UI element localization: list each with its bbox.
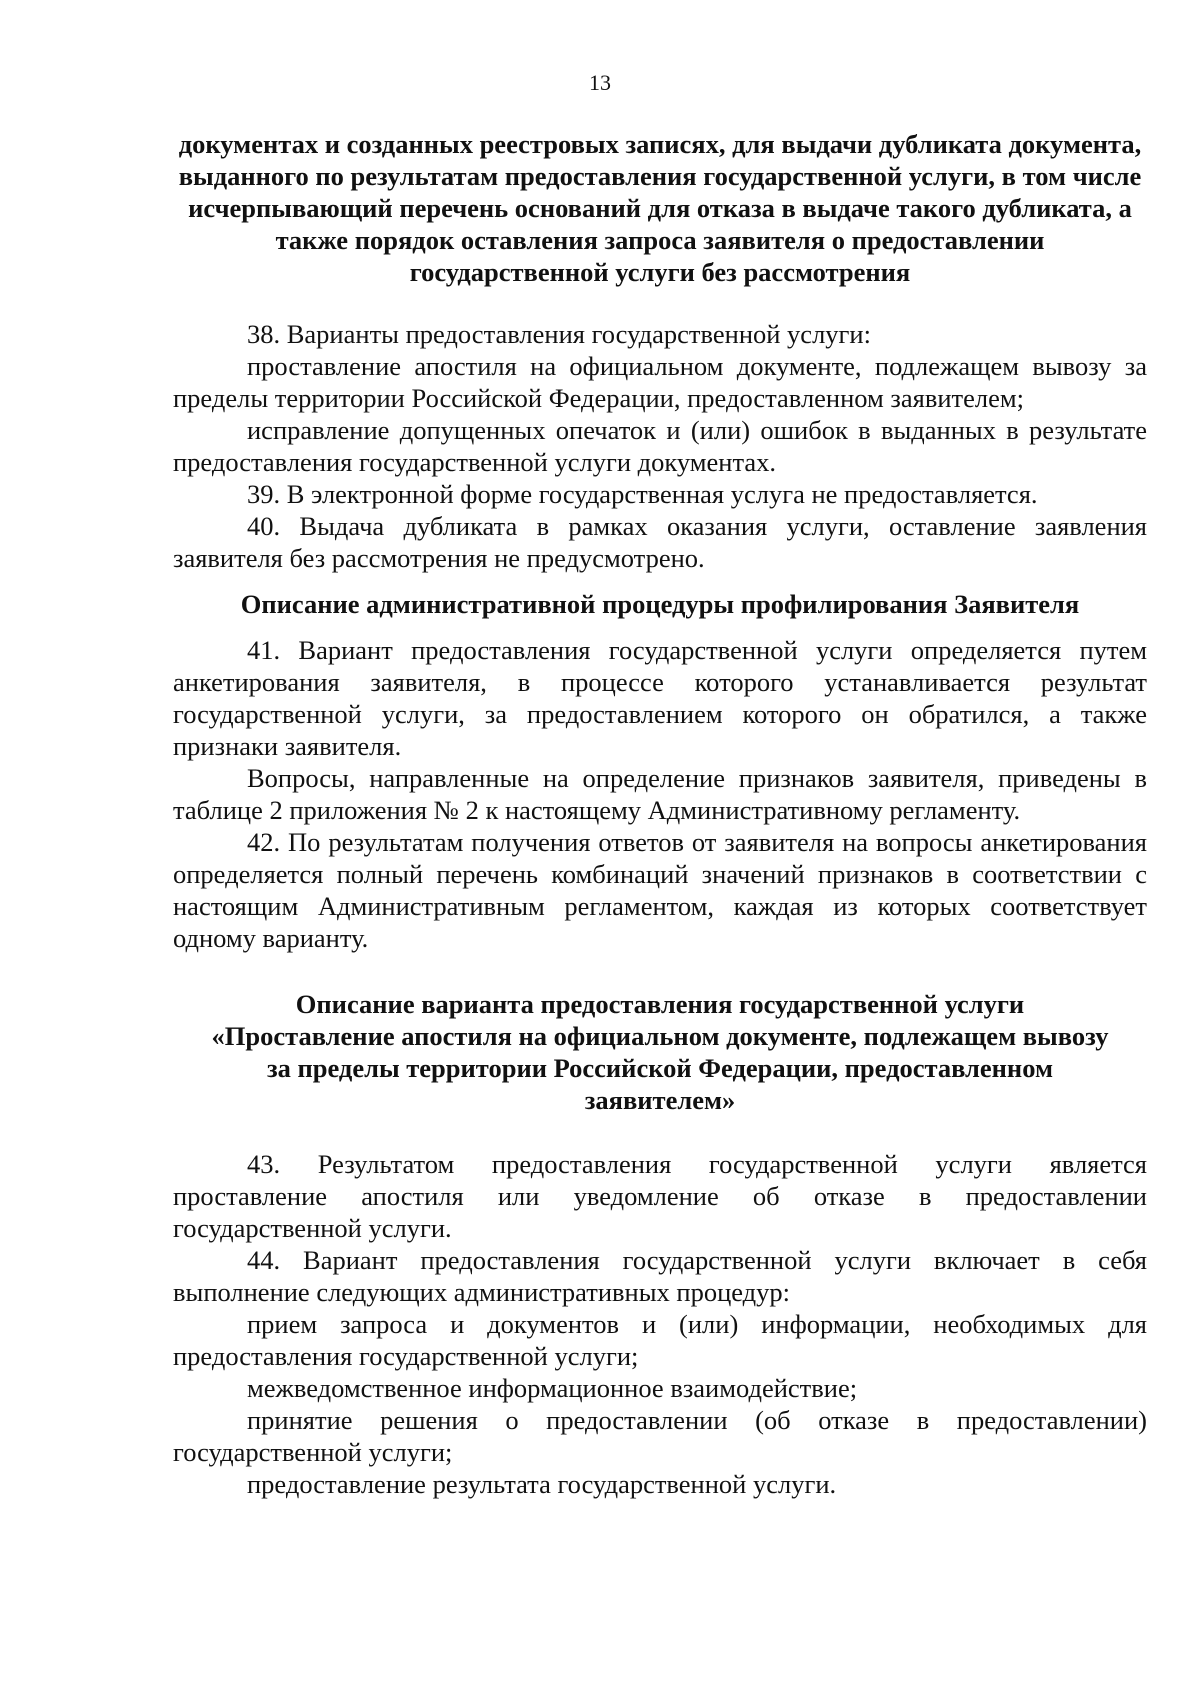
heading-line: «Проставление апостиля на официальном документе, подлежащем вывозу	[211, 1021, 1109, 1051]
paragraph: межведомственное информационное взаимодействие;	[247, 1373, 858, 1403]
paragraph: 38. Варианты предоставления государственной услуги:	[247, 319, 871, 349]
paragraph: 40. Выдача дубликата в рамках оказания услуги, оставление заявления заявителя без рассмотрения не предусмотрено.	[173, 511, 1147, 573]
heading-line: за пределы территории Российской Федерации, предоставленном	[266, 1053, 1054, 1083]
heading-line: Описание варианта предоставления государственной услуги	[295, 989, 1025, 1019]
document-body	[173, 128, 1147, 1500]
section-heading-top: документах и созданных реестровых записях, для выдачи дубликата документа, выданного по результатам предоставления государственной услуги, в том числе исчерпывающий перечень оснований для отказа в выдаче такого дубликата, а также порядок оставления запроса заявителя о предоставлении государственной услуги без рассмотрения	[178, 129, 1142, 287]
paragraph: исправление допущенных опечаток и (или) ошибок в выданных в результате предоставления государственной услуги документах.	[173, 415, 1147, 477]
paragraph: 44. Вариант предоставления государственной услуги включает в себя выполнение следующих административных процедур:	[173, 1245, 1147, 1307]
paragraph: предоставление результата государственной услуги.	[247, 1469, 837, 1499]
section-heading-variant	[173, 988, 1147, 1116]
paragraph: 42. По результатам получения ответов от заявителя на вопросы анкетирования определяется полный перечень комбинаций значений признаков в соответствии с настоящим Административным регламентом, каждая из которых соответствует одному варианту.	[173, 827, 1147, 953]
paragraph: 43. Результатом предоставления государственной услуги является проставление апостиля или уведомление об отказе в предоставлении государственной услуги.	[173, 1149, 1147, 1243]
paragraph: проставление апостиля на официальном документе, подлежащем вывозу за пределы территории Российской Федерации, предоставленном заявителем;	[173, 351, 1147, 413]
paragraph: 41. Вариант предоставления государственной услуги определяется путем анкетирования заявителя, в процессе которого устанавливается результат государственной услуги, за предоставлением которого он обратился, а также признаки заявителя.	[173, 635, 1147, 761]
paragraph: 39. В электронной форме государственная услуга не предоставляется.	[247, 479, 1038, 509]
paragraph: прием запроса и документов и (или) информации, необходимых для предоставления государственной услуги;	[173, 1309, 1147, 1371]
section-heading-profiling: Описание административной процедуры профилирования Заявителя	[240, 589, 1080, 619]
heading-line: заявителем»	[584, 1085, 736, 1115]
paragraph: принятие решения о предоставлении (об отказе в предоставлении) государственной услуги;	[173, 1405, 1147, 1467]
page-number: 13	[589, 70, 611, 95]
paragraph: Вопросы, направленные на определение признаков заявителя, приведены в таблице 2 приложения № 2 к настоящему Административному регламенту.	[173, 763, 1147, 825]
